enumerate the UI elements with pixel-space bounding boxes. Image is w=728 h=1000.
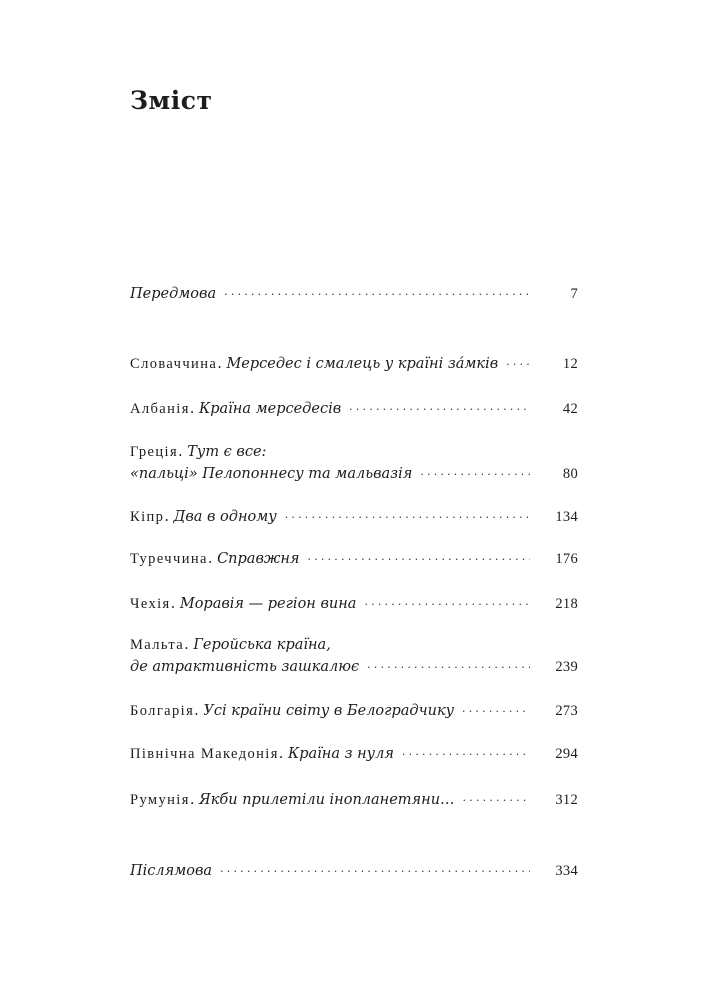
toc-page-number: 334	[555, 863, 578, 879]
page-title: Зміст	[130, 86, 213, 115]
toc-entry-country: Болгарія	[130, 703, 195, 719]
toc-entry-separator: .	[217, 356, 222, 372]
toc-page-number: 7	[570, 286, 578, 302]
toc-entry-subtitle-continued: де атрактивність зашкалює	[130, 659, 360, 675]
toc-entry-subtitle: Усі країни світу в Белоградчику	[203, 703, 455, 719]
toc-entry-separator: .	[207, 551, 213, 567]
toc-entry-country: Чехія	[130, 596, 171, 612]
toc-page-number: 312	[555, 792, 578, 808]
toc-entry-north-macedonia[interactable]	[130, 743, 578, 766]
toc-entry-title: Передмова	[130, 286, 217, 302]
toc-entry-cyprus[interactable]	[130, 506, 578, 529]
toc-entry-separator: .	[194, 703, 199, 719]
toc-page-number: 294	[555, 746, 578, 762]
toc-entry-foreword[interactable]	[130, 283, 578, 306]
toc-entry-slovakia[interactable]	[130, 353, 578, 376]
toc-entry-subtitle: Два в одному	[173, 509, 277, 525]
toc-entry-country: Греція	[130, 444, 179, 460]
toc-entry-subtitle: Моравія — регіон вина	[179, 596, 357, 612]
toc-entry-country: Словаччина	[130, 356, 218, 372]
toc-page-number: 176	[555, 551, 578, 567]
toc-entry-malta[interactable]	[130, 634, 578, 679]
toc-entry-separator: .	[278, 746, 284, 762]
toc-entry-country: Північна Македонія	[130, 746, 279, 762]
dot-leader	[212, 861, 530, 883]
dot-leader	[412, 464, 530, 486]
toc-page-number: 218	[555, 596, 578, 612]
toc-entry-separator: .	[189, 401, 195, 417]
toc-entry-separator: .	[178, 444, 183, 460]
toc-entry-separator: .	[164, 509, 169, 525]
toc-entry-romania[interactable]	[130, 789, 578, 812]
dot-leader	[216, 284, 530, 306]
toc-entry-country: Албанія	[130, 401, 190, 417]
toc-entry-country: Румунія	[130, 792, 190, 808]
toc-entry-subtitle: Якби прилетіли інопланетяни…	[199, 792, 455, 808]
toc-entry-title: Післямова	[130, 863, 213, 879]
toc-page-number: 12	[562, 356, 578, 372]
toc-entry-country: Кіпр	[130, 509, 165, 525]
toc-entry-subtitle-continued: «пальці» Пелопоннесу та мальвазія	[130, 466, 413, 482]
toc-entry-turkey[interactable]	[130, 548, 578, 571]
toc-entry-subtitle: Країна з нуля	[288, 746, 394, 762]
toc-entry-subtitle: Мерседес і смалець у країні за́мкiв	[226, 356, 499, 372]
toc-page-number: 134	[555, 509, 578, 525]
toc-entry-czechia[interactable]	[130, 593, 578, 616]
toc-entry-country: Мальта	[130, 637, 185, 653]
toc-entry-separator: .	[184, 637, 189, 653]
dot-leader	[300, 549, 530, 571]
dot-leader	[394, 744, 530, 766]
toc-entry-subtitle: Країна мерседесів	[199, 401, 342, 417]
dot-leader	[277, 507, 530, 529]
dot-leader	[498, 354, 530, 376]
toc-entry-separator: .	[189, 792, 195, 808]
toc-entry-subtitle: Геройська країна,	[193, 637, 331, 653]
dot-leader	[454, 701, 530, 723]
toc-entry-albania[interactable]	[130, 398, 578, 421]
toc-entry-separator: .	[170, 596, 176, 612]
toc-page-number: 80	[562, 466, 578, 482]
toc-entry-bulgaria[interactable]	[130, 700, 578, 723]
toc-page-number: 239	[555, 659, 578, 675]
toc-entry-subtitle: Тут є все:	[187, 444, 267, 460]
toc-entry-country: Туреччина	[130, 551, 208, 567]
toc-page-number: 273	[555, 703, 578, 719]
dot-leader	[341, 399, 530, 421]
dot-leader	[455, 790, 530, 812]
toc-entry-subtitle: Справжня	[217, 551, 300, 567]
toc-entry-afterword[interactable]	[130, 860, 578, 883]
toc-page-number: 42	[562, 401, 578, 417]
toc-entry-greece[interactable]	[130, 441, 578, 486]
dot-leader	[359, 657, 530, 679]
dot-leader	[356, 594, 530, 616]
